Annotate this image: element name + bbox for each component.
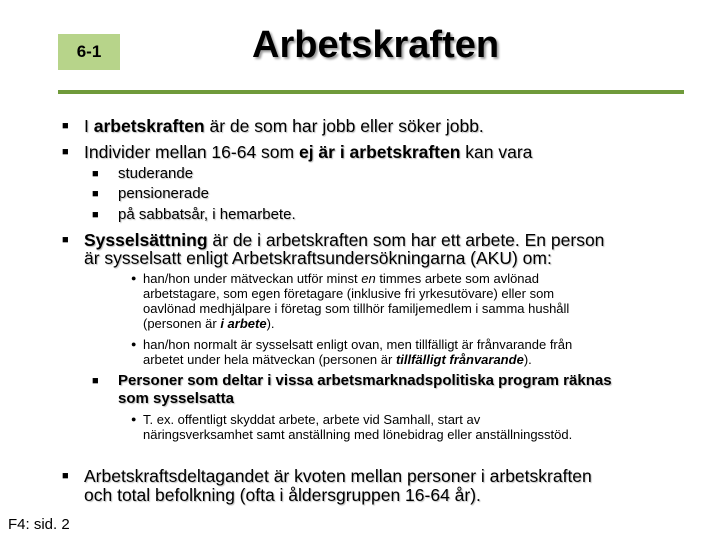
sub-bullet-pensionerade: pensionerade	[118, 185, 209, 202]
sub-bullet-square-icon: ■	[92, 188, 99, 200]
aku-criterion-1-line1: han/hon under mätveckan utför minst en timmes arbete som avlönad	[143, 271, 539, 286]
bullet-deltagande-line2: och total befolkning (ofta i åldersgruppen 16-64 år).	[84, 485, 481, 505]
sub-bullet-square-icon: ■	[92, 375, 99, 387]
aku-criterion-2-line2: arbetet under hela mätveckan (personen är tillfälligt frånvarande).	[143, 352, 532, 367]
bullet-individer: Individer mellan 16-64 som ej är i arbetskraften kan vara	[84, 142, 533, 162]
sub-bullet-square-icon: ■	[92, 168, 99, 180]
title-divider	[58, 90, 684, 94]
sub-bullet-sabbatsar: på sabbatsår, i hemarbete.	[118, 206, 296, 223]
aku-criterion-1-line2: arbetstagare, som egen företagare (inklusive fri yrkesutövare) eller som	[143, 286, 555, 301]
sub-bullet-studerande: studerande	[118, 165, 194, 182]
bullet-program-line2: som sysselsatta	[118, 390, 234, 407]
slide-footer: F4: sid. 2	[8, 516, 70, 533]
small-bullet-dot-icon: ●	[131, 339, 137, 349]
bullet-arbetskraften: I arbetskraften är de som har jobb eller söker jobb.	[84, 116, 484, 136]
small-bullet-dot-icon: ●	[131, 273, 137, 283]
sub-bullet-square-icon: ■	[92, 209, 99, 221]
program-example-line2: näringsverksamhet samt anställning med lönebidrag eller anställningsstöd.	[143, 427, 573, 442]
bullet-sysselsattning-line1: Sysselsättning är de i arbetskraften som har ett arbete. En person	[84, 230, 605, 250]
bullet-deltagande-line1: Arbetskraftsdeltagandet är kvoten mellan personer i arbetskraften	[84, 466, 592, 486]
bullet-square-icon: ■	[62, 470, 69, 482]
bullet-square-icon: ■	[62, 120, 69, 132]
aku-criterion-2-line1: han/hon normalt är sysselsatt enligt ovan, men tillfälligt är frånvarande från	[143, 337, 573, 352]
small-bullet-dot-icon: ●	[131, 414, 137, 424]
slide-title: Arbetskraften	[252, 24, 500, 66]
aku-criterion-1-line4: (personen är i arbete).	[143, 316, 275, 331]
bullet-square-icon: ■	[62, 146, 69, 158]
aku-criterion-1-line3: oavlönad medhjälpare i företag som tillhör familjemedlem i samma hushåll	[143, 301, 570, 316]
program-example-line1: T. ex. offentligt skyddat arbete, arbete vid Samhall, start av	[143, 412, 481, 427]
bullet-sysselsattning-line2: är sysselsatt enligt Arbetskraftsundersökningarna (AKU) om:	[84, 248, 552, 268]
bullet-square-icon: ■	[62, 234, 69, 246]
bullet-program-line1: Personer som deltar i vissa arbetsmarknadspolitiska program räknas	[118, 372, 612, 389]
slide-number-badge: 6-1	[58, 34, 120, 70]
